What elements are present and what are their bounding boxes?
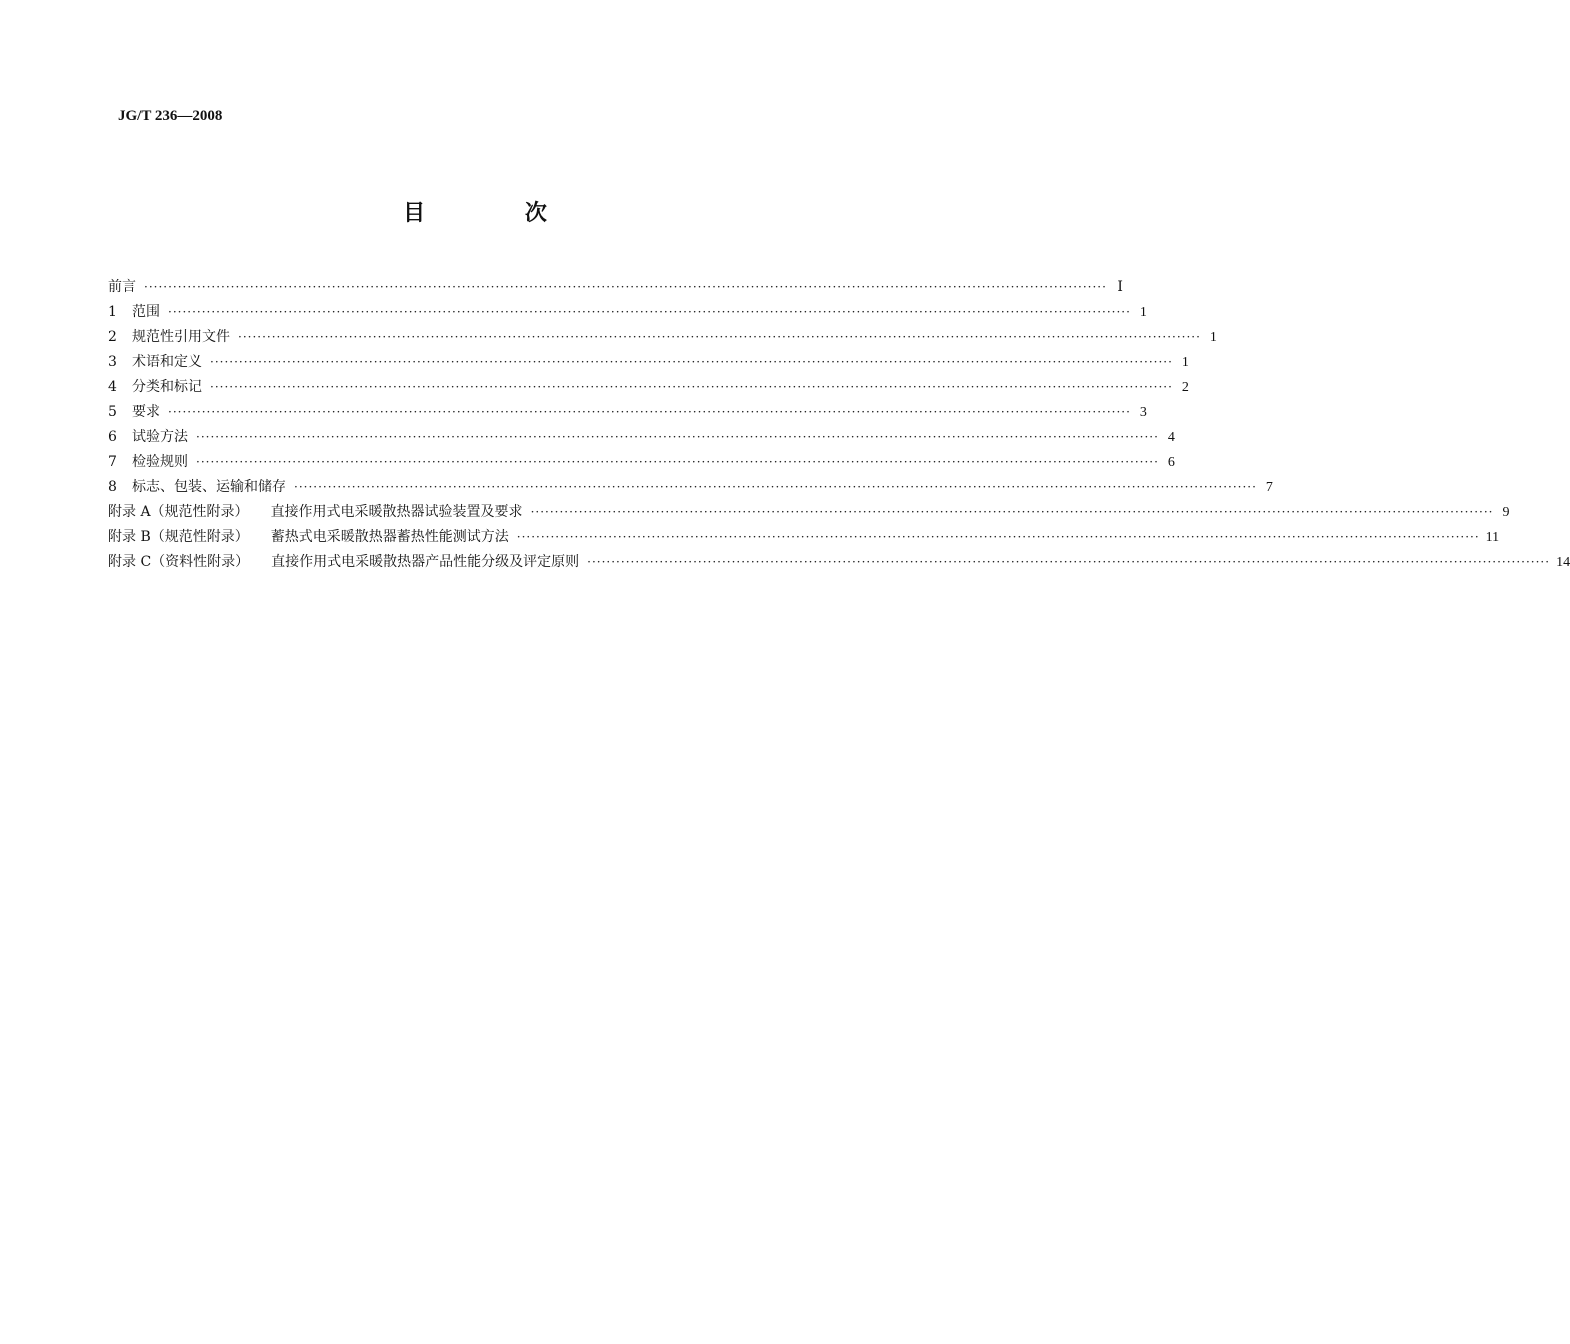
toc-entry-label: 范围	[132, 304, 160, 320]
toc-entry-page: 11	[1485, 530, 1500, 545]
standard-code: JG/T 236—2008	[118, 108, 223, 124]
toc-entry-8[interactable]	[108, 475, 1273, 500]
toc-entry-page: 7	[1265, 480, 1273, 495]
toc-entry-6[interactable]	[108, 425, 1175, 450]
toc-entry-foreword[interactable]	[108, 275, 1123, 300]
toc-leader-dots: ········································································································································································································	[168, 305, 1131, 319]
toc-entry-appendix-c[interactable]	[108, 550, 1570, 575]
toc-entry-page: 1	[1209, 330, 1217, 345]
toc-entry-5[interactable]	[108, 400, 1147, 425]
toc-leader-dots: ········································································································································································································	[587, 555, 1551, 569]
toc-entry-number: 8	[108, 479, 117, 495]
toc-entry-appendix-b[interactable]	[108, 525, 1500, 550]
toc-entry-1[interactable]	[108, 300, 1147, 325]
toc-leader-dots: ········································································································································································································	[196, 430, 1159, 444]
toc-entry-label: 前言	[108, 279, 136, 295]
toc-entry-subtitle: 蓄热式电采暖散热器蓄热性能测试方法	[270, 529, 509, 545]
toc-leader-dots: ········································································································································································································	[210, 355, 1173, 369]
toc-entry-subtitle: 直接作用式电采暖散热器试验装置及要求	[270, 504, 523, 520]
toc-leader-dots: ········································································································································································································	[530, 505, 1494, 519]
toc-leader-dots: ········································································································································································································	[516, 530, 1480, 544]
toc-leader-dots: ········································································································································································································	[294, 480, 1257, 494]
page-title: 目 次	[403, 201, 593, 226]
toc-entry-number: 4	[108, 379, 117, 395]
toc-entry-number: 5	[108, 404, 117, 420]
toc-entry-page: 6	[1167, 455, 1175, 470]
toc-leader-dots: ········································································································································································································	[196, 455, 1159, 469]
toc-entry-number: 6	[108, 429, 117, 445]
toc-entry-page: 1	[1139, 305, 1147, 320]
toc-entry-page: 2	[1181, 380, 1189, 395]
toc-entry-page: 4	[1167, 430, 1175, 445]
toc-entry-3[interactable]	[108, 350, 1189, 375]
toc-entry-page: 1	[1181, 355, 1189, 370]
toc-entry-label: 要求	[132, 404, 160, 420]
toc-entry-label: 规范性引用文件	[132, 329, 230, 345]
toc-entry-number: 1	[108, 304, 117, 320]
toc-entry-page: 9	[1502, 505, 1510, 520]
toc-entry-2[interactable]	[108, 325, 1217, 350]
toc-entry-page: Ⅰ	[1117, 280, 1123, 295]
toc-leader-dots: ········································································································································································································	[168, 405, 1131, 419]
toc-entry-page: 14	[1556, 555, 1570, 570]
toc-leader-dots: ········································································································································································································	[210, 380, 1173, 394]
toc-entry-label: 试验方法	[132, 429, 188, 445]
toc-entry-label: 附录 C（资料性附录）	[108, 554, 250, 570]
toc-entry-label: 附录 B（规范性附录）	[108, 529, 249, 545]
toc-entry-appendix-a[interactable]	[108, 500, 1510, 525]
toc-entry-page: 3	[1139, 405, 1147, 420]
toc-entry-subtitle: 直接作用式电采暖散热器产品性能分级及评定原则	[271, 554, 580, 570]
toc-entry-label: 分类和标记	[132, 379, 202, 395]
toc-entry-label: 检验规则	[132, 454, 188, 470]
toc-entry-7[interactable]	[108, 450, 1175, 475]
toc-entry-4[interactable]	[108, 375, 1189, 400]
table-of-contents	[108, 275, 1570, 575]
toc-entry-number: 3	[108, 354, 117, 370]
toc-entry-number: 7	[108, 454, 117, 470]
toc-entry-label: 附录 A（规范性附录）	[108, 504, 249, 520]
toc-leader-dots: ········································································································································································································	[238, 330, 1201, 344]
toc-leader-dots: ········································································································································································································	[144, 280, 1107, 294]
toc-entry-label: 标志、包装、运输和储存	[132, 479, 286, 495]
toc-entry-number: 2	[108, 329, 117, 345]
toc-entry-label: 术语和定义	[132, 354, 202, 370]
